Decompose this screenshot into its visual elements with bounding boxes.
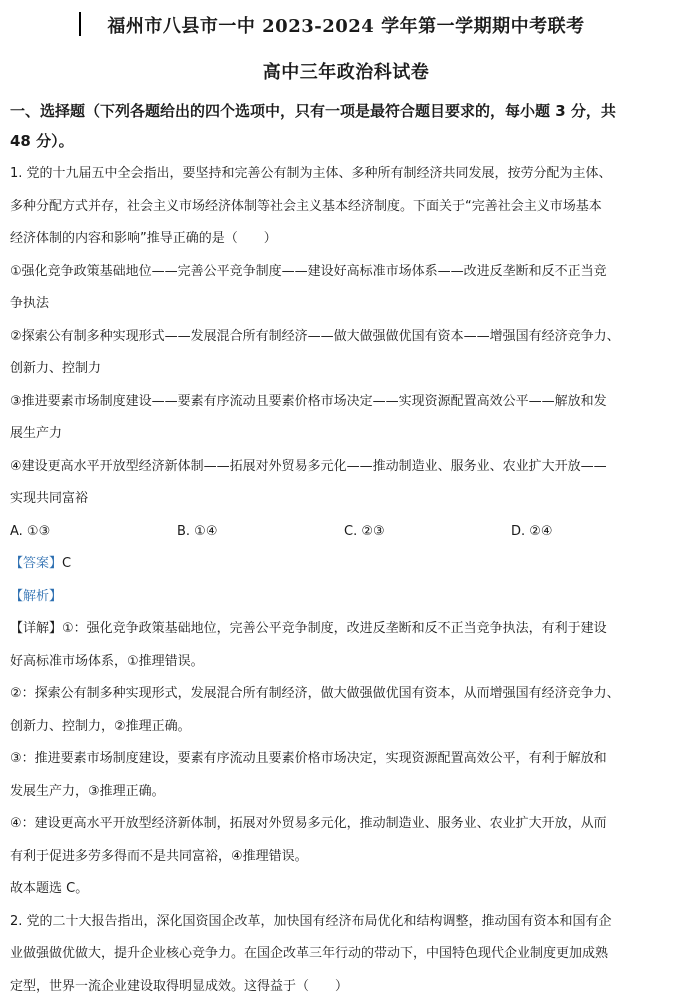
q1-detail-line: 有利于促进多劳多得而不是共同富裕，④推理错误。: [10, 841, 686, 874]
q1-option-a: A. ①③: [10, 516, 177, 549]
q1-detail-line: 故本题选 C。: [10, 873, 686, 906]
q1-detail-line: 创新力、控制力，②推理正确。: [10, 711, 686, 744]
section-heading-line: 48 分）。: [10, 126, 682, 156]
q1-statement-line: ④建设更高水平开放型经济新体制——拓展对外贸易多元化——推动制造业、服务业、农业扩大开放——: [10, 451, 686, 484]
q1-statement-line: ②探索公有制多种实现形式——发展混合所有制经济——做大做强做优国有资本——增强国有经济竞争力、: [10, 321, 686, 354]
section-heading-line: 一、选择题（下列各题给出的四个选项中，只有一项是最符合题目要求的，每小题 3 分，共: [10, 96, 682, 126]
q1-answer: [10, 548, 686, 581]
q1-options: [10, 516, 686, 549]
text-cursor: [79, 12, 81, 36]
q1-detail-line: ④：建设更高水平开放型经济新体制，拓展对外贸易多元化，推动制造业、服务业、农业扩大开放，从而: [10, 808, 686, 841]
q1-detail-line: ③：推进要素市场制度建设，要素有序流动且要素价格市场决定，实现资源配置高效公平，有利于解放和: [10, 743, 686, 776]
analysis-tag: 【解析】: [10, 581, 686, 614]
q1-detail-line: 发展生产力，③推理正确。: [10, 776, 686, 809]
q1-statement-line: 展生产力: [10, 418, 686, 451]
q1-statement-line: 争执法: [10, 288, 686, 321]
question-body: [10, 158, 686, 1003]
answer-tag: 【答案】: [10, 556, 62, 571]
answer-value: C: [62, 556, 71, 571]
q1-option-c: C. ②③: [344, 516, 511, 549]
q1-option-d: D. ②④: [511, 516, 678, 549]
q1-option-b: B. ①④: [177, 516, 344, 549]
q1-statement-line: 实现共同富裕: [10, 483, 686, 516]
q2-stem-line: 业做强做优做大，提升企业核心竞争力。在国企改革三年行动的带动下，中国特色现代企业制度更加成熟: [10, 938, 686, 971]
q1-statement-line: ③推进要素市场制度建设——要素有序流动且要素价格市场决定——实现资源配置高效公平——解放和发: [10, 386, 686, 419]
q1-stem-line: 经济体制的内容和影响”推导正确的是（ ）: [10, 223, 686, 256]
document-subtitle: 高中三年政治科试卷: [0, 58, 692, 84]
q1-detail-line: ②：探索公有制多种实现形式，发展混合所有制经济，做大做强做优国有资本，从而增强国有经济竞争力、: [10, 678, 686, 711]
q1-stem-line: 多种分配方式并存，社会主义市场经济体制等社会主义基本经济制度。下面关于“完善社会主义市场基本: [10, 191, 686, 224]
document-title: 福州市八县市一中 2023-2024 学年第一学期期中考联考: [0, 12, 692, 38]
q1-stem-line: 1. 党的十九届五中全会指出，要坚持和完善公有制为主体、多种所有制经济共同发展，按劳分配为主体、: [10, 158, 686, 191]
section-heading: [10, 96, 682, 156]
q1-detail-line: 【详解】①：强化竞争政策基础地位，完善公平竞争制度，改进反垄断和反不正当竞争执法，有利于建设: [10, 613, 686, 646]
q2-stem-line: 定型，世界一流企业建设取得明显成效。这得益于（ ）: [10, 971, 686, 1003]
q1-statement-line: ①强化竞争政策基础地位——完善公平竞争制度——建设好高标准市场体系——改进反垄断和反不正当竞: [10, 256, 686, 289]
q2-stem-line: 2. 党的二十大报告指出，深化国资国企改革，加快国有经济布局优化和结构调整，推动国有资本和国有企: [10, 906, 686, 939]
q1-statement-line: 创新力、控制力: [10, 353, 686, 386]
q1-detail-line: 好高标准市场体系，①推理错误。: [10, 646, 686, 679]
